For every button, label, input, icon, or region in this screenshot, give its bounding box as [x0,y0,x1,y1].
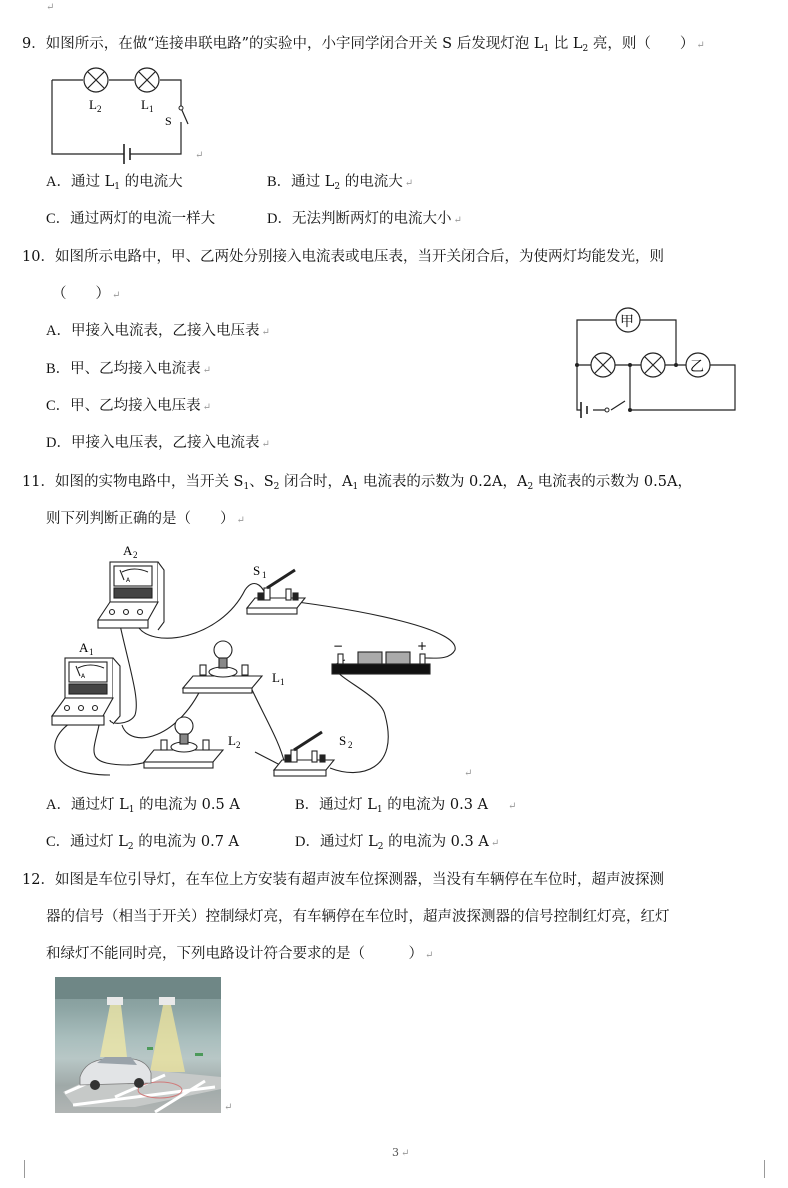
meter-circuit-diagram [575,308,745,420]
q10-option-a[interactable]: A．甲接入电流表，乙接入电压表 ↵ [46,323,270,339]
bulb-l1 [183,641,262,693]
series-circuit-diagram [50,66,210,166]
svg-text:2: 2 [133,550,138,560]
paragraph-mark: ↵ [46,2,55,13]
svg-text:S: S [339,733,347,748]
svg-text:1: 1 [262,570,267,580]
q9-option-b[interactable]: B．通过 $L_2$ 的电流大 ↵ [267,174,414,192]
q10-option-c[interactable]: C．甲、乙均接入电压表 ↵ [46,398,212,414]
battery-pack [332,652,430,674]
svg-text:1: 1 [149,104,154,114]
paragraph-mark: ↵ [224,1102,233,1113]
svg-text:甲: 甲 [620,314,634,330]
svg-text:1: 1 [280,677,285,687]
q9-option-a[interactable]: A．通过 $L_1$ 的电流大 [46,174,183,192]
paragraph-mark: ↵ [195,150,204,161]
ammeter-a1 [52,658,120,725]
q11-option-a[interactable]: A．通过灯 $L_1$ 的电流为 0.5 A [46,797,240,815]
question-number: 9． [22,36,46,52]
question-10-stem-line1: 10．如图所示电路中，甲、乙两处分别接入电流表或电压表，当开关闭合后，为使两灯均能发光，则 [22,249,664,265]
bulb-l2 [144,717,223,768]
svg-text:乙: 乙 [690,359,704,375]
svg-text:−: − [333,639,344,653]
right-margin-mark [764,1160,765,1178]
svg-text:A: A [123,543,133,558]
svg-text:+: + [417,639,428,653]
svg-text:A: A [126,577,131,584]
parking-guidance-photo [55,977,221,1113]
question-12-stem-line1: 12．如图是车位引导灯，在车位上方安装有超声波车位探测器，当没有车辆停在车位时，超声波探测 [22,872,664,888]
svg-text:A: A [79,640,89,655]
q11-option-c[interactable]: C．通过灯 $L_2$ 的电流为 0.7 A [46,834,240,852]
ammeter-a2 [98,562,164,630]
question-10-stem-line2: （ ） ↵ [52,286,121,302]
question-11-stem-line2: 则下列判断正确的是（ ） ↵ [46,511,245,527]
svg-text:2: 2 [236,740,241,750]
svg-text:L: L [141,97,149,112]
page-number: 3 ↵ [392,1146,410,1159]
paragraph-mark: ↵ [464,768,473,779]
svg-text:L: L [272,670,280,685]
question-number: 12． [22,872,55,888]
q9-option-d[interactable]: D．无法判断两灯的电流大小 ↵ [267,211,462,227]
question-9-stem: 9．如图所示，在做“连接串联电路”的实验中，小宇同学闭合开关 S 后发现灯泡 $L_1$ 比 $L_2$ 亮，则（ ） ↵ [22,36,705,54]
q11-option-b[interactable]: B．通过灯 $L_1$ 的电流为 0.3 A ↵ [295,797,517,815]
question-number: 10． [22,249,55,265]
question-12-stem-line2: 器的信号（相当于开关）控制绿灯亮，有车辆停在车位时，超声波探测器的信号控制红灯亮，红灯 [46,909,670,925]
left-margin-mark [24,1160,25,1178]
question-11-stem-line1: 11．如图的实物电路中，当开关 $S_1$、$S_2$ 闭合时，$A_1$ 电流表的示数为 0.2A，$A_2$ 电流表的示数为 0.5A， [22,474,692,492]
q9-option-c[interactable]: C．通过两灯的电流一样大 [46,211,216,227]
svg-text:2: 2 [348,740,353,750]
question-number: 11． [22,474,55,490]
svg-text:S: S [165,114,172,128]
svg-text:L: L [228,733,236,748]
svg-text:S: S [253,563,261,578]
svg-text:1: 1 [89,647,94,657]
physical-circuit-diagram [40,540,480,785]
switch-s2 [274,732,334,776]
question-12-stem-line3: 和绿灯不能同时亮，下列电路设计符合要求的是（ ） ↵ [46,946,434,962]
svg-text:L: L [89,97,97,112]
q11-option-d[interactable]: D．通过灯 $L_2$ 的电流为 0.3 A ↵ [295,834,500,852]
svg-text:A: A [81,673,86,680]
svg-text:2: 2 [97,104,102,114]
q10-option-d[interactable]: D．甲接入电压表，乙接入电流表 ↵ [46,435,270,451]
q10-option-b[interactable]: B．甲、乙均接入电流表 ↵ [46,361,212,377]
